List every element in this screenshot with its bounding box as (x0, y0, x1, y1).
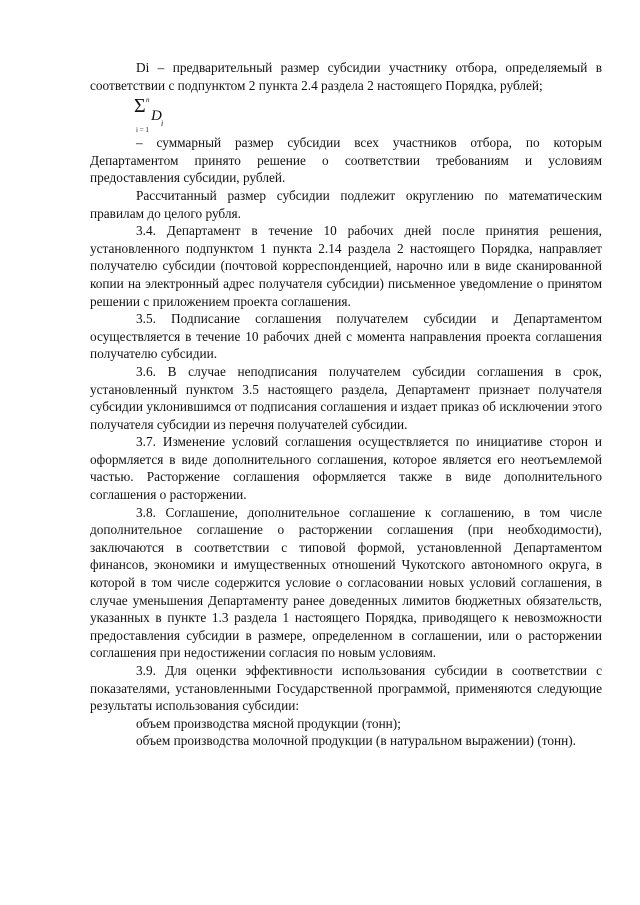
paragraph-3-7: 3.7. Изменение условий соглашения осуществляется по инициативе сторон и оформляется в виде дополнительного соглашения, которое является его неотъемлемой частью. Расторжение соглашения оформляется также в виде дополнительного соглашения о расторжении. (90, 434, 602, 503)
sum-formula (134, 96, 602, 138)
sum-variable-subscript: i (161, 119, 164, 129)
sum-lower-limit: i = 1 (136, 126, 149, 135)
list-item-milk: объем производства молочной продукции (в натуральном выражении) (тонн). (136, 733, 577, 749)
paragraph-3-6: 3.6. В случае неподписания получателем субсидии соглашения в срок, установленный пунктом 3.5 настоящего раздела, Департамент признает получателя субсидии уклонившимся от подписания соглашения и издает приказ об исключении этого получателя субсидии из перечня получателей субсидии. (90, 363, 602, 432)
paragraph-rounding: Рассчитанный размер субсидии подлежит округлению по математическим правилам до целого рубля. (90, 187, 602, 221)
list-item-meat: объем производства мясной продукции (тонн); (136, 715, 401, 731)
paragraph-3-5: 3.5. Подписание соглашения получателем субсидии и Департаментом осуществляется в течение 10 рабочих дней с момента направления проекта соглашения получателю субсидии. (90, 311, 602, 362)
document-page (90, 59, 602, 750)
paragraph-sum-definition: – суммарный размер субсидии всех участников отбора, по которым Департаментом принято решение о соответствии требованиям и условиям предоставления субсидии, рублей. (90, 135, 602, 186)
sigma-symbol: Σ (134, 95, 146, 118)
sum-variable: D (151, 108, 162, 125)
sum-upper-limit: n (146, 96, 150, 105)
paragraph-di-definition: Di – предварительный размер субсидии участнику отбора, определяемый в соответствии с подпунктом 2 пункта 2.4 раздела 2 настоящего Порядка, рублей; (90, 60, 602, 93)
paragraph-3-9: 3.9. Для оценки эффективности использования субсидии в соответствии с показателями, установленными Государственной программой, применяются следующие результаты использования субсидии: (90, 663, 602, 714)
paragraph-3-4: 3.4. Департамент в течение 10 рабочих дней после принятия решения, установленного подпунктом 1 пункта 2.14 раздела 2 настоящего Порядка, направляет получателю субсидии (почтовой корреспонденцией, нарочно или в виде сканированной копии на электронный адрес получателя субсидии) письменное уведомление о принятом решении с приложением проекта соглашения. (90, 223, 602, 309)
paragraph-3-8: 3.8. Соглашение, дополнительное соглашение к соглашению, в том числе дополнительное соглашение о расторжении соглашения (при необходимости), заключаются в соответствии с типовой формой, установленной Департаментом финансов, экономики и имущественных отношений Чукотского автономного округа, в которой в том числе содержится условие о согласовании новых условий соглашения, в случае уменьшения Департаменту ранее доведенных лимитов бюджетных обязательств, указанных в пункте 1.3 раздела 1 настоящего Порядка, приводящего к невозможности предоставления субсидии в размере, определенном в соглашении, или о расторжении соглашения при недостижении согласия по новым условиям. (90, 504, 602, 661)
